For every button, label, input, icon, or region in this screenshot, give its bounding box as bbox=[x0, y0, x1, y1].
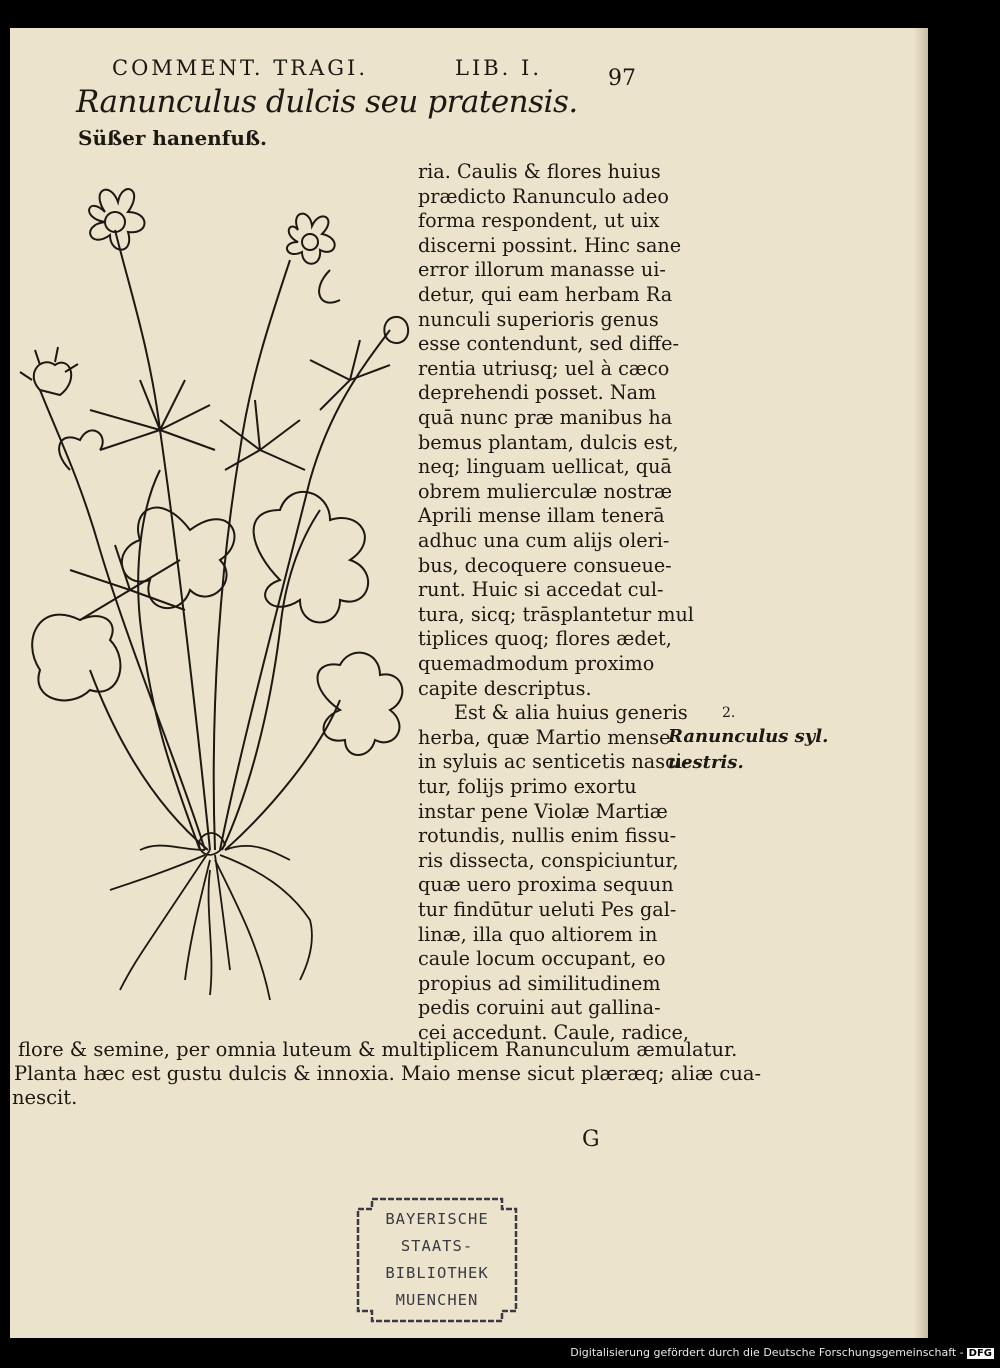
lobed-leaf-3 bbox=[318, 653, 403, 755]
footer-text: Digitalisierung gefördert durch die Deutsche Forschungsgemeinschaft - bbox=[570, 1346, 964, 1359]
text-line: propius ad similitudinem bbox=[418, 971, 661, 995]
margin-note bbox=[668, 724, 828, 776]
narrow-leaf-cluster-1 bbox=[90, 380, 215, 450]
text-line: caule locum occupant, eo bbox=[418, 947, 666, 971]
text-line: neq; linguam uellicat, quā bbox=[418, 455, 672, 479]
text-line: capite descriptus. bbox=[418, 676, 592, 700]
lobed-leaf-4 bbox=[319, 270, 340, 303]
text-line: deprehendi posset. Nam bbox=[418, 381, 657, 405]
text-line: prædicto Ranunculo adeo bbox=[418, 184, 669, 208]
narrow-leaf-cluster-3 bbox=[220, 400, 305, 470]
digitization-footer bbox=[570, 1346, 994, 1359]
stamp-line-2: STAATS- bbox=[400, 1237, 474, 1255]
text-line: pedis coruini aut gallina- bbox=[418, 996, 661, 1020]
lobed-leaf-2 bbox=[254, 492, 368, 623]
text-line: discerni possint. Hinc sane bbox=[418, 233, 682, 257]
bottom-line-1: flore & semine, per omnia luteum & multiplicem Ranunculum æmulatur. bbox=[18, 1038, 738, 1061]
text-line: bemus plantam, dulcis est, bbox=[418, 430, 679, 454]
text-line: runt. Huic si accedat cul- bbox=[418, 578, 664, 602]
page-number: 97 bbox=[608, 66, 636, 91]
text-line: ris dissecta, conspiciuntur, bbox=[418, 848, 679, 872]
library-stamp-text bbox=[352, 1206, 522, 1314]
text-line: adhuc una cum alijs oleri- bbox=[418, 529, 670, 552]
text-line: tiplices quoq; flores ædet, bbox=[418, 627, 672, 651]
text-line: linæ, illa quo altiorem in bbox=[418, 922, 658, 946]
text-line: obrem mulierculæ nostræ bbox=[418, 479, 673, 503]
running-title: COMMENT. TRAGI. bbox=[112, 56, 368, 80]
margin-note-line-1: Ranunculus syl. bbox=[668, 726, 829, 747]
stamp-line-4: MUENCHEN bbox=[395, 1291, 479, 1309]
bottom-line-3: nescit. bbox=[12, 1086, 78, 1109]
text-line: quæ uero proxima sequun bbox=[418, 873, 674, 897]
text-line: Aprili mense illam tenerā bbox=[418, 504, 665, 528]
text-line: forma respondent, ut uix bbox=[418, 209, 660, 233]
text-line: nunculi superioris genus bbox=[418, 307, 659, 331]
text-line: tur findūtur ueluti Pes gal- bbox=[418, 898, 677, 921]
text-line: tura, sicq; trāsplantetur mul bbox=[418, 602, 694, 626]
text-line: ria. Caulis & flores huius bbox=[418, 160, 661, 183]
stamp-line-1: BAYERISCHE bbox=[385, 1210, 489, 1228]
text-line: cei accedunt. Caule, radice, bbox=[418, 1021, 689, 1044]
text-line: error illorum manasse ui- bbox=[418, 258, 666, 282]
text-line: quā nunc præ manibus ha bbox=[418, 406, 673, 429]
plant-german-name: Süßer hanenfuß. bbox=[78, 126, 268, 150]
plant-woodcut-illustration bbox=[10, 150, 420, 1020]
text-line: in syluis ac senticetis nasci- bbox=[418, 750, 689, 774]
margin-note-number: 2. bbox=[722, 705, 736, 721]
text-line: herba, quæ Martio mense bbox=[418, 725, 671, 749]
signature-mark: G bbox=[582, 1127, 600, 1152]
plant-title: Ranunculus dulcis seu pratensis. bbox=[76, 84, 578, 120]
book-number: LIB. I. bbox=[455, 56, 542, 80]
round-leaf bbox=[32, 615, 120, 701]
text-line: detur, qui eam herbam Ra bbox=[418, 283, 673, 306]
dfg-logo: DFG bbox=[968, 1348, 992, 1359]
text-line: rotundis, nullis enim fissu- bbox=[418, 824, 677, 848]
text-line: quemadmodum proximo bbox=[418, 652, 655, 675]
flower-2 bbox=[287, 214, 335, 264]
bottom-line-2: Planta hæc est gustu dulcis & innoxia. Maio mense sicut plæræq; aliæ cua- bbox=[14, 1062, 762, 1085]
text-line: tur, folijs primo exortu bbox=[418, 775, 637, 798]
text-line: bus, decoquere consueue- bbox=[418, 553, 672, 577]
stamp-line-3: BIBLIOTHEK bbox=[385, 1264, 489, 1282]
text-line: Est & alia huius generis bbox=[454, 701, 688, 725]
roots bbox=[110, 833, 312, 1000]
narrow-leaf-cluster-4 bbox=[310, 340, 390, 410]
text-line: esse contendunt, sed diffe- bbox=[418, 332, 679, 356]
margin-note-line-2: uestris. bbox=[668, 752, 744, 773]
text-line: rentia utriusq; uel à cæco bbox=[418, 356, 670, 380]
text-line: instar pene Violæ Martiæ bbox=[418, 799, 668, 823]
